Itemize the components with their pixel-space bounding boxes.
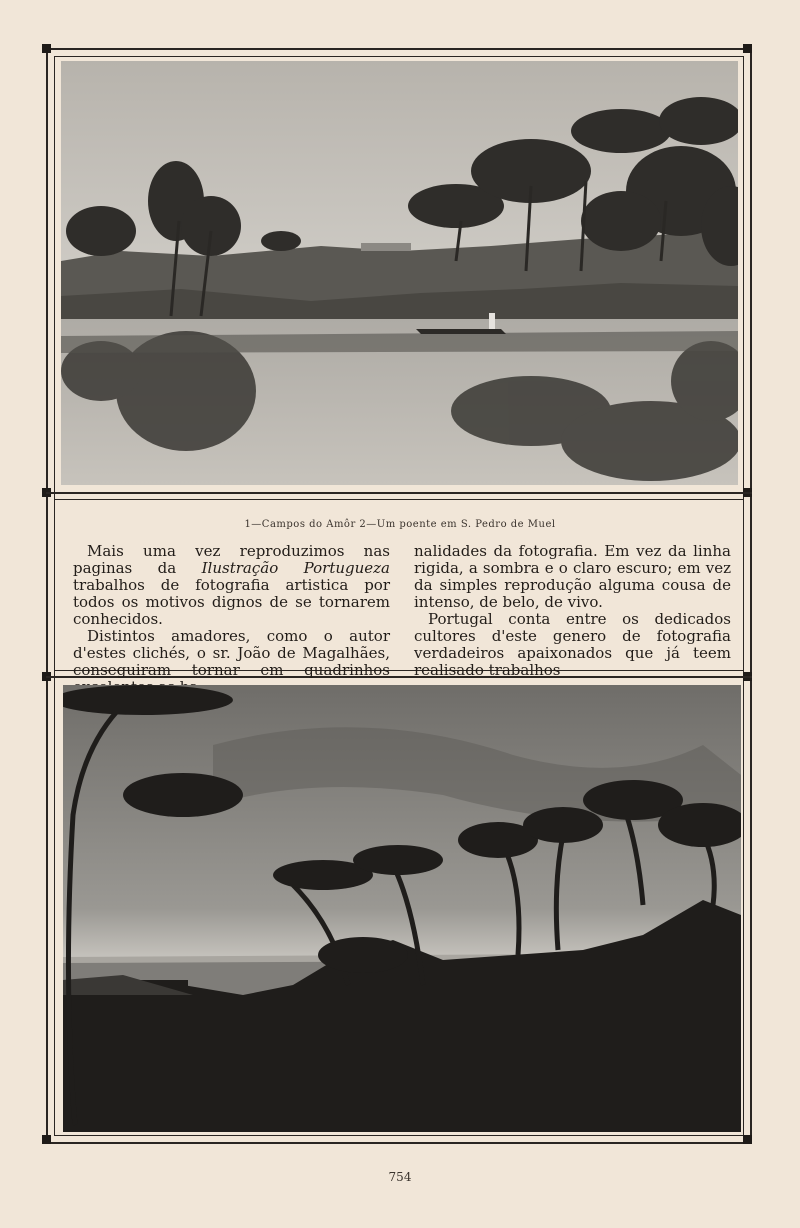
corner-ornament xyxy=(743,1135,752,1144)
divider-rule xyxy=(46,492,752,494)
article-paragraph xyxy=(73,543,390,628)
article-paragraph: Portugal conta entre os dedicados cultores d'este genero de fotografia verdadeiros apaixonados que já teem realisado trabalhos xyxy=(414,610,731,679)
article-paragraph: nalidades da fotografia. Em vez da linha rigida, a sombra e o claro escuro; em vez da simples reprodução alguma cousa de intenso, de belo, de vivo. xyxy=(414,542,731,611)
article-column-left xyxy=(73,543,390,696)
photo-campos-do-amor xyxy=(61,61,738,485)
divider-rule xyxy=(54,499,744,500)
publication-title: Ilustração Portugueza xyxy=(201,559,390,577)
corner-ornament xyxy=(42,1135,51,1144)
corner-ornament xyxy=(743,44,752,53)
photo-caption: 1—Campos do Amôr 2—Um poente em S. Pedro de Muel xyxy=(244,519,556,530)
corner-ornament xyxy=(42,44,51,53)
article-paragraph: Distintos amadores, como o autor d'estes clichés, o sr. João de Magalhães, conseguiram tornar em quadrinhos xyxy=(73,627,390,679)
article-column-right xyxy=(414,543,731,679)
article-text: Mais uma vez reproduzimos nas paginas da xyxy=(73,542,390,577)
photo-poente-s-pedro-de-muel xyxy=(63,685,741,1132)
page-number: 754 xyxy=(388,1170,412,1184)
article-text: trabalhos de fotografia artistica por todos os motivos dignos de se tornarem conhecidos. xyxy=(73,576,390,628)
